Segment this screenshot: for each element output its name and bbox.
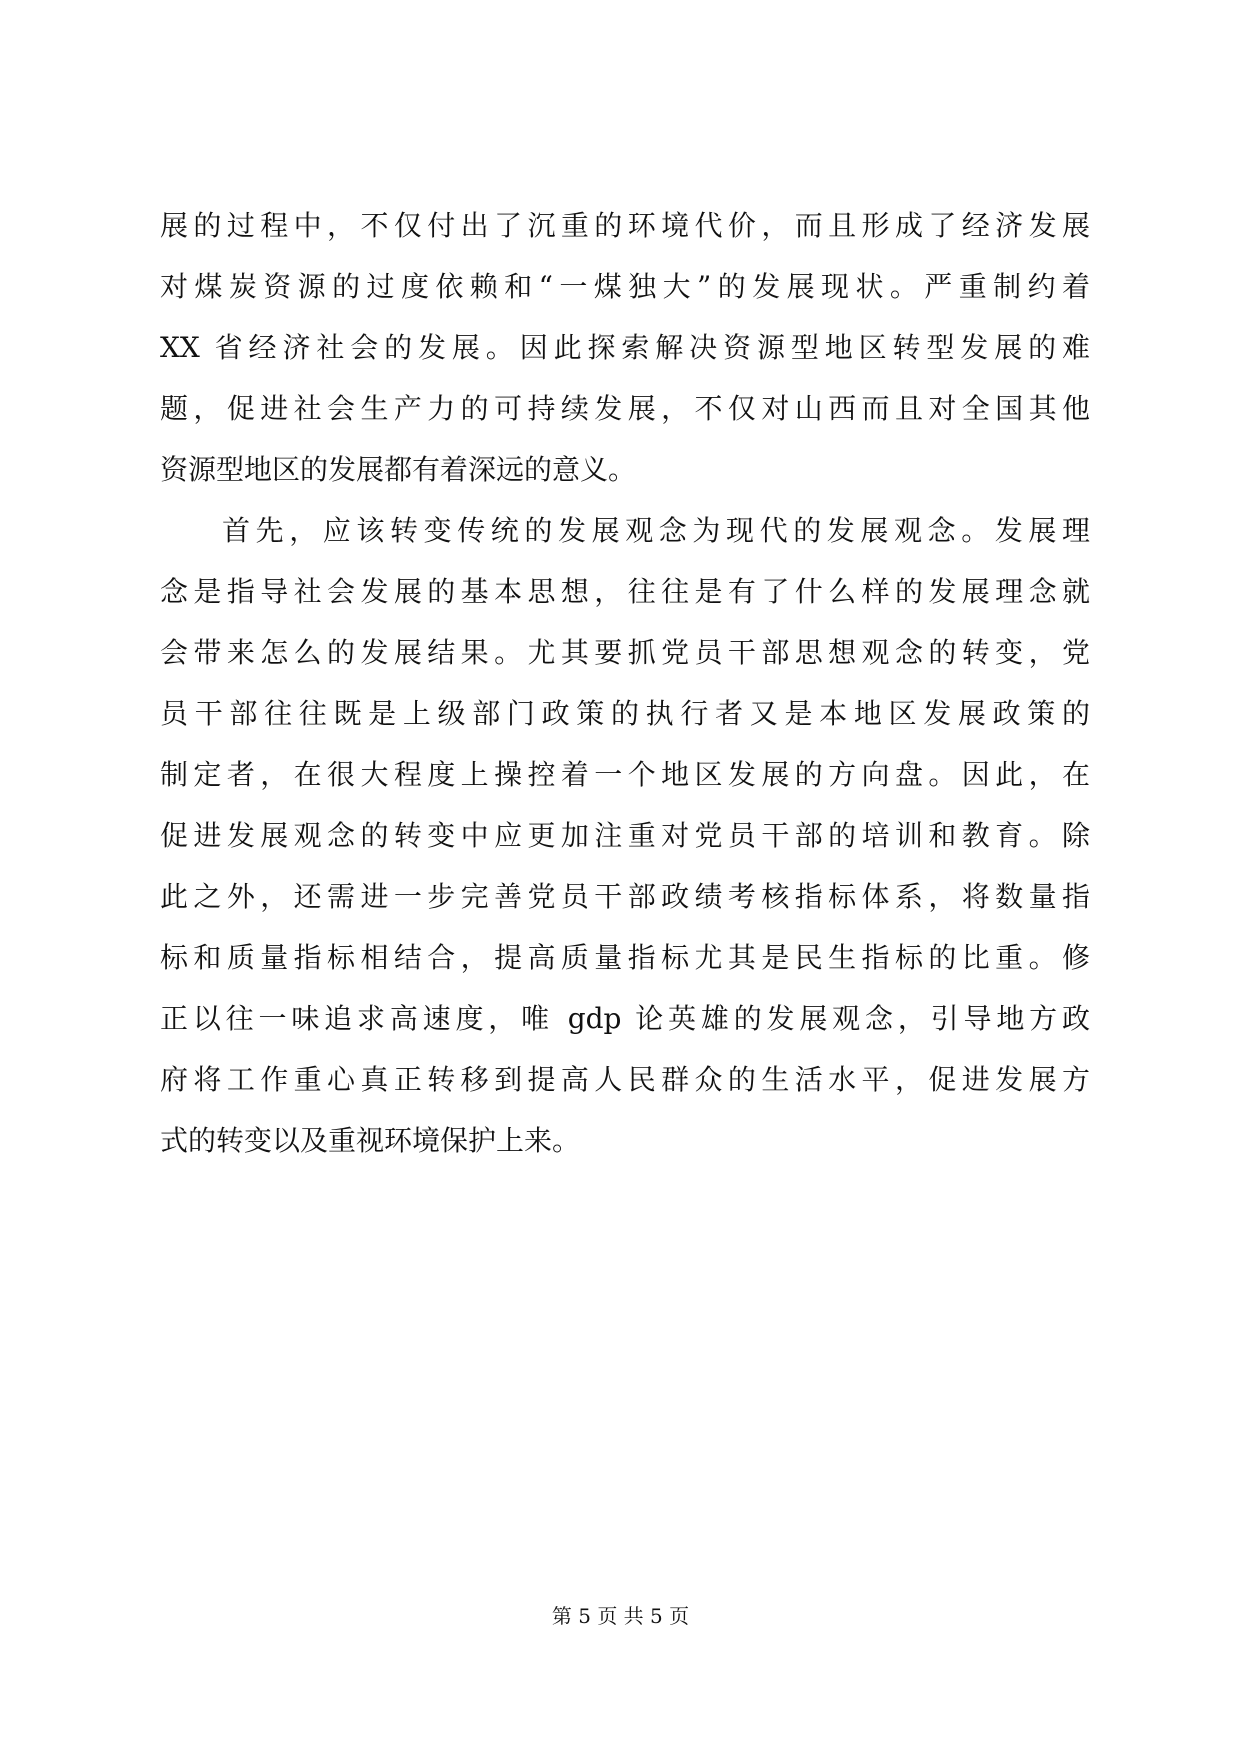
paragraph-2-line-7: 此之外，还需进一步完善党员干部政绩考核指标体系，将数量指	[160, 880, 1090, 913]
paragraph-2-line-4: 员干部往往既是上级部门政策的执行者又是本地区发展政策的	[160, 697, 1090, 730]
page-number-footer: 第 5 页 共 5 页	[551, 1604, 690, 1628]
document-body	[160, 195, 1090, 1171]
paragraph-2-line-11: 式的转变以及重视环境保护上来。	[160, 1124, 581, 1157]
paragraph-2-line-8: 标和质量指标相结合，提高质量指标尤其是民生指标的比重。修	[160, 941, 1090, 974]
paragraph-2-line-9: 正以往一味追求高速度，唯 gdp 论英雄的发展观念，引导地方政	[160, 1002, 1090, 1035]
paragraph-2-line-6: 促进发展观念的转变中应更加注重对党员干部的培训和教育。除	[160, 819, 1090, 852]
paragraph-1-line-3: XX 省经济社会的发展。因此探索解决资源型地区转型发展的难	[160, 331, 1090, 364]
paragraph-1-line-5: 资源型地区的发展都有着深远的意义。	[160, 453, 637, 486]
paragraph-2-line-1: 首先，应该转变传统的发展观念为现代的发展观念。发展理	[222, 514, 1090, 547]
paragraph-1-line-4: 题，促进社会生产力的可持续发展，不仅对山西而且对全国其他	[160, 392, 1090, 425]
paragraph-1-line-2: 对煤炭资源的过度依赖和“一煤独大”的发展现状。严重制约着	[160, 270, 1090, 303]
paragraph-2-line-3: 会带来怎么的发展结果。尤其要抓党员干部思想观念的转变，党	[160, 636, 1090, 669]
paragraph-2-line-2: 念是指导社会发展的基本思想，往往是有了什么样的发展理念就	[160, 575, 1090, 608]
paragraph-1-line-1: 展的过程中，不仅付出了沉重的环境代价，而且形成了经济发展	[160, 209, 1090, 242]
paragraph-2-line-5: 制定者，在很大程度上操控着一个地区发展的方向盘。因此，在	[160, 758, 1090, 791]
paragraph-2-line-10: 府将工作重心真正转移到提高人民群众的生活水平，促进发展方	[160, 1063, 1090, 1096]
